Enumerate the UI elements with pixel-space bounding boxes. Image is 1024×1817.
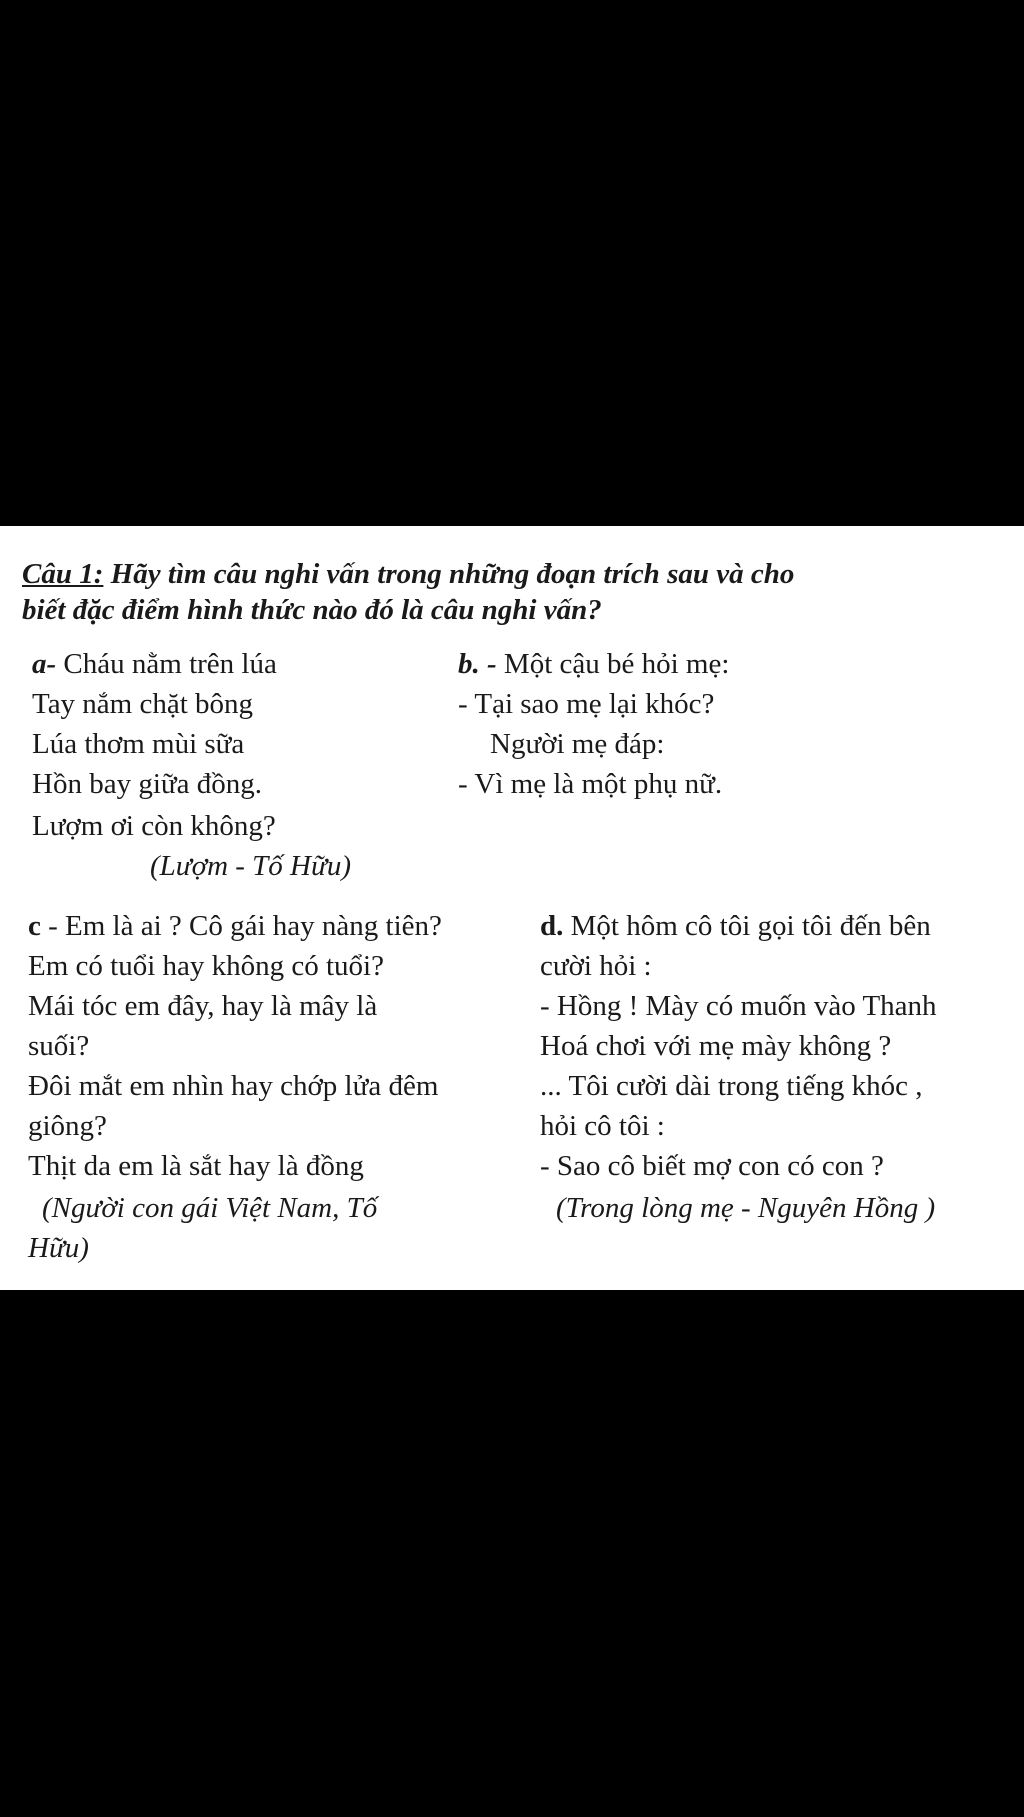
- excerpt-d-source: (Trong lòng mẹ - Nguyên Hồng ): [556, 1192, 936, 1224]
- excerpt-c-marker: c: [28, 910, 41, 942]
- excerpt-b-line-2: - Tại sao mẹ lại khóc?: [458, 688, 715, 720]
- question-label: Câu 1:: [22, 558, 104, 590]
- excerpt-a-line-3: Lúa thơm mùi sữa: [32, 728, 245, 760]
- excerpt-b-line-4: - Vì mẹ là một phụ nữ.: [458, 768, 723, 800]
- excerpt-b-line-1: [458, 646, 729, 682]
- question-text-1: Hãy tìm câu nghi vấn trong những đoạn trích sau và cho: [103, 558, 795, 590]
- question-line-1: [22, 556, 794, 592]
- excerpt-d-line-4: Hoá chơi với mẹ mày không ?: [540, 1030, 892, 1062]
- excerpt-c-line-7: Thịt da em là sắt hay là đồng: [28, 1150, 364, 1182]
- document-page: [0, 526, 1024, 1290]
- excerpt-d-line-5: ... Tôi cười dài trong tiếng khóc ,: [540, 1070, 923, 1102]
- excerpt-c-source-2: Hữu): [28, 1232, 89, 1264]
- excerpt-a-line-1: [32, 646, 277, 682]
- excerpt-c-line-6: giông?: [28, 1110, 107, 1142]
- excerpt-c-line-4: suối?: [28, 1030, 90, 1062]
- excerpt-c-source-1: (Người con gái Việt Nam, Tố: [42, 1192, 378, 1224]
- excerpt-a-marker: a-: [32, 648, 57, 680]
- excerpt-a-text-1: Cháu nằm trên lúa: [56, 648, 277, 680]
- excerpt-c-line-1: [28, 908, 442, 944]
- excerpt-a-source: (Lượm - Tố Hữu): [150, 850, 351, 882]
- excerpt-b-line-3: Người mẹ đáp:: [490, 728, 665, 760]
- excerpt-d-marker: d.: [540, 910, 564, 942]
- excerpt-d-text-1: Một hôm cô tôi gọi tôi đến bên: [563, 910, 931, 942]
- excerpt-b-text-1: Một cậu bé hỏi mẹ:: [496, 648, 730, 680]
- excerpt-d-line-3: - Hồng ! Mày có muốn vào Thanh: [540, 990, 937, 1022]
- excerpt-d-line-1: [540, 908, 931, 944]
- excerpt-c-text-1: - Em là ai ? Cô gái hay nàng tiên?: [40, 910, 442, 942]
- excerpt-b-marker: b. -: [458, 648, 497, 680]
- excerpt-d-line-7: - Sao cô biết mợ con có con ?: [540, 1150, 884, 1182]
- excerpt-c-line-2: Em có tuổi hay không có tuổi?: [28, 950, 384, 982]
- excerpt-a-line-5: Lượm ơi còn không?: [32, 810, 276, 842]
- question-line-2: biết đặc điểm hình thức nào đó là câu nghi vấn?: [22, 594, 602, 626]
- excerpt-c-line-3: Mái tóc em đây, hay là mây là: [28, 990, 378, 1022]
- excerpt-a-line-2: Tay nắm chặt bông: [32, 688, 254, 720]
- excerpt-c-line-5: Đôi mắt em nhìn hay chớp lửa đêm: [28, 1070, 439, 1102]
- excerpt-a-line-4: Hồn bay giữa đồng.: [32, 768, 262, 800]
- excerpt-d-line-2: cười hỏi :: [540, 950, 652, 982]
- excerpt-d-line-6: hỏi cô tôi :: [540, 1110, 665, 1142]
